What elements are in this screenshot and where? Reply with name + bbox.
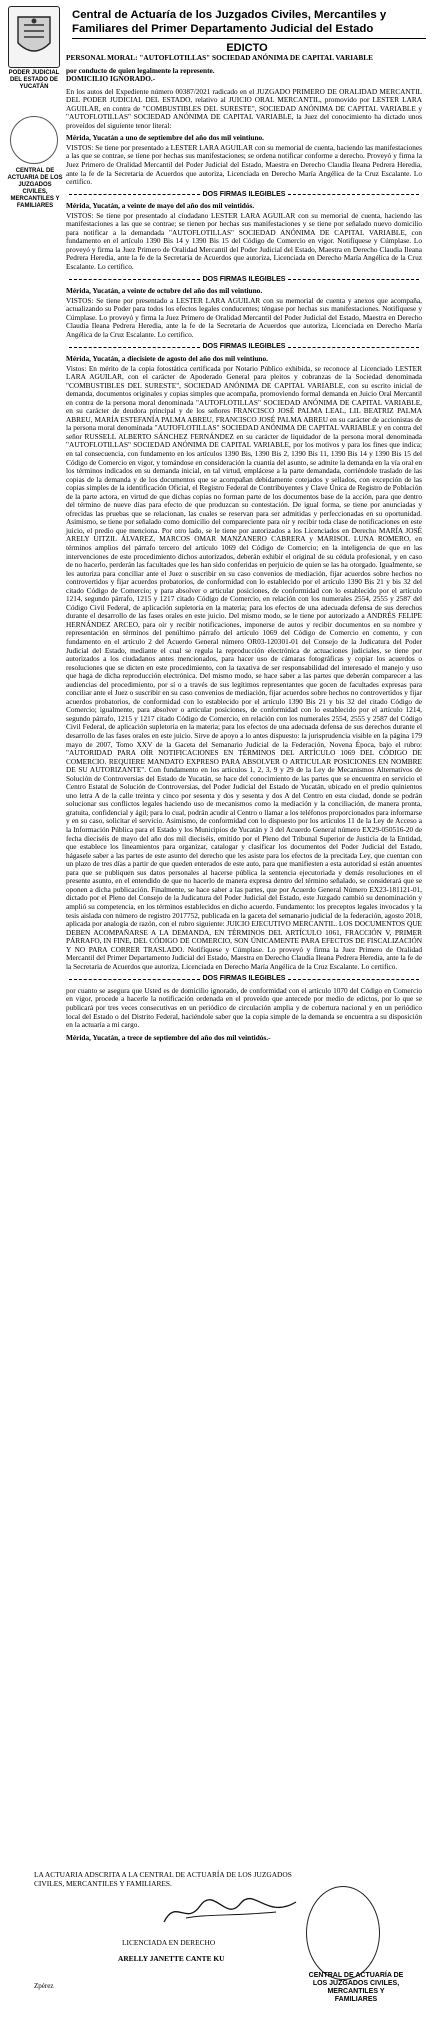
section-heading: Mérida, Yucatán, a veinte de mayo del año dos mil veintidós. [66,201,255,211]
edict-body [66,54,422,1046]
state-seal-icon [8,6,60,68]
section-3 [66,287,422,339]
document-type: EDICTO [226,42,268,54]
signature-divider: DOS FIRMAS ILEGIBLES [66,975,422,984]
seal2-caption: CENTRAL DE ACTUARIA DE LOS JUZGADOS CIVILES, MERCANTILES Y FAMILIARES [7,168,63,209]
signature-block [6,1870,424,2016]
domicile: DOMICILIO IGNORADO.- [66,74,156,84]
signature-divider: DOS FIRMAS ILEGIBLES [66,276,422,285]
section-body: Vistos: En mérito de la copia fotostática certificada por Notario Público exhibida, se reconoce al Licenciado LESTER LARA AGUILAR, con el carácter de Apoderado General para pleitos y cobranzas de la Sociedad denominada "COMBUSTIBLES DEL SURESTE", SOCIEDAD ANÓNIMA DE CAPITAL VARIABLE, con su escrito inicial de demanda, documentos originales y copias simples que acompaña, promoviendo formal demanda en Juicio Oral Mercantil en contra de la persona moral denominada "AUTOFLOTILLAS" SOCIEDAD ANÓNIMA DE CAPITAL VARIABLE, en su carácter de deudora principal y de los señores FRANCISCO JOSÉ PALMA LEAL, LIL BEATRIZ PALMA ABREU, MARÍA ESTEFANÍA PALMA ABREU, FRANCISCO JOSÉ PALMA ABREU en su carácter de accionistas de la persona moral denominada "AUTOFLOTILLAS" SOCIEDAD ANÓNIMA DE CAPITAL VARIABLE y en contra del señor RUSSELL ALBERTO SÁNCHEZ FERNÁNDEZ en su carácter de liquidador de la persona moral denominada "AUTOFLOTILLAS" SOCIEDAD ANÓNIMA DE CAPITAL VARIABLE, por los motivos y para los fines que indica; en tal consecuencia, con fundamento en los artículos 1390 Bis, 1390 Bis 2, 1390 Bis 11, 1390 Bis 14 y 1390 Bis 15 del Código de Comercio en vigor, y tomándose en consideración la cuantía del asunto, se admite la demanda en la vía oral en los términos indicados en su demanda inicial, en tal virtud, emplácese a la parte demandada, corriéndole traslado de las copias de la demanda y de los documentos que se acompañan debidamente cotejados y sellados, con excepción de las copias simples de la identificación Oficial, el Registro Federal de Contribuyentes y Clave Única de Registro de Población de la parte actora, en virtud de que dichas copias no forman parte de los documentos base de la acción, para que dentro del término de nueve días para efecto de que produzcan su contestación. De igual forma, se tiene por anunciadas y ofrecidas las pruebas que se relacionan, las cuales se reservan para ser admitidas y perfeccionadas en su oportunidad. Asimismo, se tiene por señalado como domicilio del compareciente para oír y recibir toda clase de notificaciones en este juicio, el predio que menciona. Por otro lado, se le tiene por autorizados a los Licenciados en Derecho MARÍA JOSÉ ARELY UITZIL ÁLVAREZ, MARCOS OMAR MANZANERO CABRERA y MARISOL LUNA ROMERO, en términos amplios del párrafo tercero del artículo 1069 del Código de Comercio; en la inteligencia de que en las intervenciones de este procedimiento dichos autorizados, deberán exhibir el original de su cédula profesional, y en caso de no hacerlo, perderán las facultades que les han sido conferidas en perjuicio de quien se las ha otorgado. Igualmente, se les autoriza para conciliar ante el Juez o suscribir en su caso convenios de mediación, fijar acuerdos sobre hechos no controvertidos y fijar acuerdos probatorios, de conformidad con lo establecido por el artículo 1390 Bis 21 y bis 32 del citado Código de Comercio; y para absolver o articular posiciones, de conformidad con lo establecido por el artículo 1214, segundo párrafo, 1215 y 1217 citado Código de Comercio, en relación con los numerales 2554, 2555 y 2587 del Código Civil Federal, de aplicación supletoria en la materia; para los efectos de una adecuada defensa de sus derechos durante el desarrollo de las fases orales en este juicio. Del mismo modo, se le tiene por autorizado a ANDRÉS FELIPE HERNÁNDEZ ARCEO, para oír y recibir notificaciones, imponerse de autos y recibir documentos en su nombre y representación en términos del penúltimo párrafo del artículo 1069 del Código de Comercio en comento, y con fundamento en el artículo 2 del Acuerdo General número OR03-120301-01 del Consejo de la Judicatura del Poder Judicial del Estado, mediante el cual se regula la reproducción electrónica de actuaciones judiciales, se tiene por autorizados a los ciudadanos antes mencionados, para hacer uso de cámaras fotográficas y copiar los acuerdos o resoluciones que se dicten en este procedimiento, con la taxativa de ser responsabilidad del interesado el manejo y uso que haga de dicha reproducción electrónica. Del mismo modo, se hace saber a las partes que deberán comparecer a las audiencias del procedimiento, por sí o a través de sus legítimos representantes que gocen de facultades expresas para conciliar ante el Juez o suscribir en su caso convenios de mediación, fijar acuerdos sobre hechos no controvertidos y fijar acuerdos probatorios, de conformidad con lo establecido por el artículo 1390 Bis 21 y bis 32 del citado Código de Comercio; igualmente, para absolver o articular posiciones, de conformidad con lo establecido por el artículo 1214, segundo párrafo, 1215 y 1217 citado Código de Comercio, en relación con los numerales 2554, 2555 y 2587 del Código Civil Federal, de aplicación supletoria en la materia; para los efectos de una adecuada defensa de sus derechos durante el desarrollo de las fases orales en este juicio. Sirve de apoyo a lo antes dispuesto: la jurisprudencia visible en la página 179 mayo de 2007, Tomo XXV de la Gaceta del Semanario Judicial de la Federación, Novena Época, bajo el rubro: "AUTORIDAD PARA OÍR NOTIFICACIONES EN TÉRMINOS DEL ARTÍCULO 1069 DEL CÓDIGO DE COMERCIO. REQUIERE MANDATO EXPRESO PARA ABSOLVER O ARTICULAR POSICIONES EN NOMBRE DE SU AUTORIZANTE". Con fundamento en los artículos 1, 2, 3, 9 y 29 de la Ley de Mecanismos Alternativos de Solución de Controversias del Estado de Yucatán, se hace del conocimiento de las partes que se encuentra en servicio el Centro Estatal de Solución de Controversias, del Poder Judicial del Estado de Yucatán, ubicado en el predio quinientos uno letra A de la calle treinta y cinco por sesenta y dos y sesenta y dos A del Centro en esta ciudad, donde se podrán solucionar sus conflictos legales haciendo uso de mecanismos como la mediación y la conciliación, de manera pronta, gratuita, confidencial y ágil; para lo cual, podrán acudir al Centro o llamar a los teléfonos proporcionados para informarse y en su caso, solicitar el servicio. Asimismo, de conformidad con lo dispuesto por los artículos 11 de la Ley de Acceso a la Información Pública para el Estado y los Municipios de Yucatán y 3 del Acuerdo General número EX29-050516-20 de fecha dieciséis de mayo del año dos mil dieciséis, emitido por el Pleno del Tribunal Superior de Justicia de la Entidad, que establece los lineamientos para organizar, catalogar y clasificar los documentos del Poder Judicial del Estado, hágasele saber a las partes de este asunto del derecho que les asiste para los efectos de la precitada Ley, que cuentan con un plazo de tres días a partir de que queden enterados de este auto, para que manifiesten a esta autoridad si están anuentes para que se publiquen sus datos personales al hacerse pública la sentencia ejecutoriada y demás resoluciones en el presente asunto, en el entendido de que no hacerlo de manera expresa dentro del término señalado, se considerará que se oponen a dicha publicación. Finalmente, se hace saber a las partes, que por Acuerdo General Número EX23-181121-01, dictado por el Pleno del Consejo de la Judicatura del Poder Judicial del Estado, este Juzgado cambió su denominación y amplió su competencia, en los términos establecidos en dicho acuerdo. Fundamento: los preceptos legales invocados y la tesis aislada con número de registro 2017752, publicada en la gaceta del semanario judicial de la federación, agosto 2018, aplicada por analogía de razón, con el rubro siguiente: JUICIO EJECUTIVO MERCANTIL. LOS DOCUMENTOS QUE DEBEN ACOMPAÑARSE A LA DEMANDA, EN TÉRMINOS DEL ARTÍCULO 1061, FRACCIÓN V, PRIMER PÁRRAFO, IN FINE, DEL CÓDIGO DE COMERCIO, SON ÚNICAMENTE PARA EFECTOS DE FISCALIZACIÓN Y NO PARA CORRER TRASLADO. Notifíquese y Cúmplase. Lo proveyó y firma la Juez Primero de Oralidad Mercantil del Primer Departamento Judicial del Estado, Maestra en Derecho Claudia Ileana Pedrera Heredia, ante la fe de la Secretaria de Acuerdos que autoriza, Licenciada en Derecho María Angélica de la Cruz Escalante. Lo certifico. [66,363,422,971]
signature-divider: DOS FIRMAS ILEGIBLES [66,343,422,352]
addressee-sub: por conducto de quien legalmente la represente. [66,65,215,75]
section-heading: Mérida, Yucatán a uno de septiembre del año dos mil veintiuno. [66,133,264,143]
actuary-line: LA ACTUARIA ADSCRITA A LA CENTRAL DE ACTUARÍA DE LOS JUZGADOS CIVILES, MERCANTILES Y FAMILIARES. [34,1870,292,1888]
date-line: Mérida, Yucatán, a trece de septiembre del año dos mil veintidós.- [66,1032,271,1042]
addressee: PERSONAL MORAL: "AUTOFLOTILLAS" SOCIEDAD ANÓNIMA DE CAPITAL VARIABLE [66,53,373,62]
section-heading: Mérida, Yucatán, a diecisiete de agosto del año dos mil veintiuno. [66,353,268,363]
signature-divider: DOS FIRMAS ILEGIBLES [66,191,422,200]
section-4 [66,355,422,971]
reference-code: Zpérez [34,1982,54,1990]
court-title: Central de Actuaría de los Juzgados Civiles, Mercantiles y Familiares del Primer Departamento Judicial del Estado [72,9,387,35]
handwritten-signature-icon [156,1892,306,1932]
intro-paragraph: En los autos del Expediente número 00387/2021 radicado en el JUZGADO PRIMERO DE ORALIDAD MERCANTIL DEL PODER JUDICIAL DEL ESTADO, relativo al JUICIO ORAL MERCANTIL, promovido por LESTER LARA AGUILAR, en contra de "COMBUSTIBLES DEL SURESTE", SOCIEDAD ANÓNIMA DE CAPITAL VARIABLE y "AUTOFLOTILLAS" SOCIEDAD ANÓNIMA DE CAPITAL VARIABLE, la Juez del conocimiento ha dictado unos proveídos del siguiente tenor literal: [66,86,422,130]
section-body: VISTOS: Se tiene por presentado a LESTER LARA AGUILAR con su memorial de cuenta y anexos que acompaña, actualizando su Poder para todos los efectos legales conducentes; téngase por hechas sus manifestaciones. Notifíquese y Cúmplase. Lo proveyó y firma la Juez Primero de Oralidad Mercantil del Poder Judicial del Estado, Maestra en Derecho Claudia Ileana Pedrera Heredia, ante la fe de la Secretaria de Acuerdos que autoriza, Licenciada en Derecho María Angélica de la Cruz Escalante. Lo certifico. [66,295,422,339]
official-seal-icon [306,1886,380,1980]
seal-caption: PODER JUDICIAL DEL ESTADO DE YUCATÁN [8,70,60,90]
section-body: VISTOS: Se tiene por presentado al ciudadano LESTER LARA AGUILAR con su memorial de cuenta, haciendo las manifestaciones a las que se contrae; se tienen por hechas sus manifestaciones y se tiene por señalado nuevo domicilio para notificar a la demandada "AUTOFLOTILLAS" SOCIEDAD ANÓNIMA DE CAPITAL VARIABLE, con fundamento en el artículo 1390 Bis 14 y 1390 Bis 15 del Código de Comercio en vigor. Notifíquese y Cúmplase. Lo proveyó y firma la Juez Primero de Oralidad Mercantil del Poder Judicial del Estado, Maestra en Derecho Claudia Ileana Pedrera Heredia, ante la fe de la Secretaria de Acuerdos que autoriza, Licenciada en Derecho María Angélica de la Cruz Escalante. Lo certifico. [66,210,422,272]
closing-paragraph: por cuanto se asegura que Usted es de domicilio ignorado, de conformidad con el artículo 1070 del Código en Comercio en vigor, procede a hacerle la notificación ordenada en el proveído que antecede por medio de edictos, por lo que se publicará por tres veces consecutivas en un periódico de circulación amplia y de cobertura nacional y en un periódico local del Estado o del Distrito Federal, haciéndole saber que la copia simple de la demanda se encuentra a su disposición en la actuaría a mi cargo. [66,985,422,1030]
header-rule [72,38,426,39]
degree-line: LICENCIADA EN DERECHO [122,1938,216,1947]
actuary-seal-icon [10,116,58,164]
section-2 [66,202,422,271]
section-body: VISTOS: Se tiene por presentado a LESTER LARA AGUILAR con su memorial de cuenta, haciendo las manifestaciones a las que se contrae, se tiene por hechas sus manifestaciones; se ordena notificar conforme a derecho. Proveyó y firma la Juez Primero de Oralidad Mercantil del Poder Judicial del Estado, Maestra en Derecho Claudia Ileana Pedrera Heredia, ante la fe de la Secretaria de Acuerdos que autoriza, Licenciada en Derecho María Angélica de la Cruz Escalante. Lo certifico. [66,142,422,187]
section-1 [66,134,422,186]
section-heading: Mérida, Yucatán, a veinte de octubre del año dos mil veintiuno. [66,286,263,296]
actuary-name: ARELLY JANETTE CANTE KU [118,1954,225,1963]
seal-text: CENTRAL DE ACTUARÍA DE LOS JUZGADOS CIVILES, MERCANTILES Y FAMILIARES [308,1972,404,2003]
